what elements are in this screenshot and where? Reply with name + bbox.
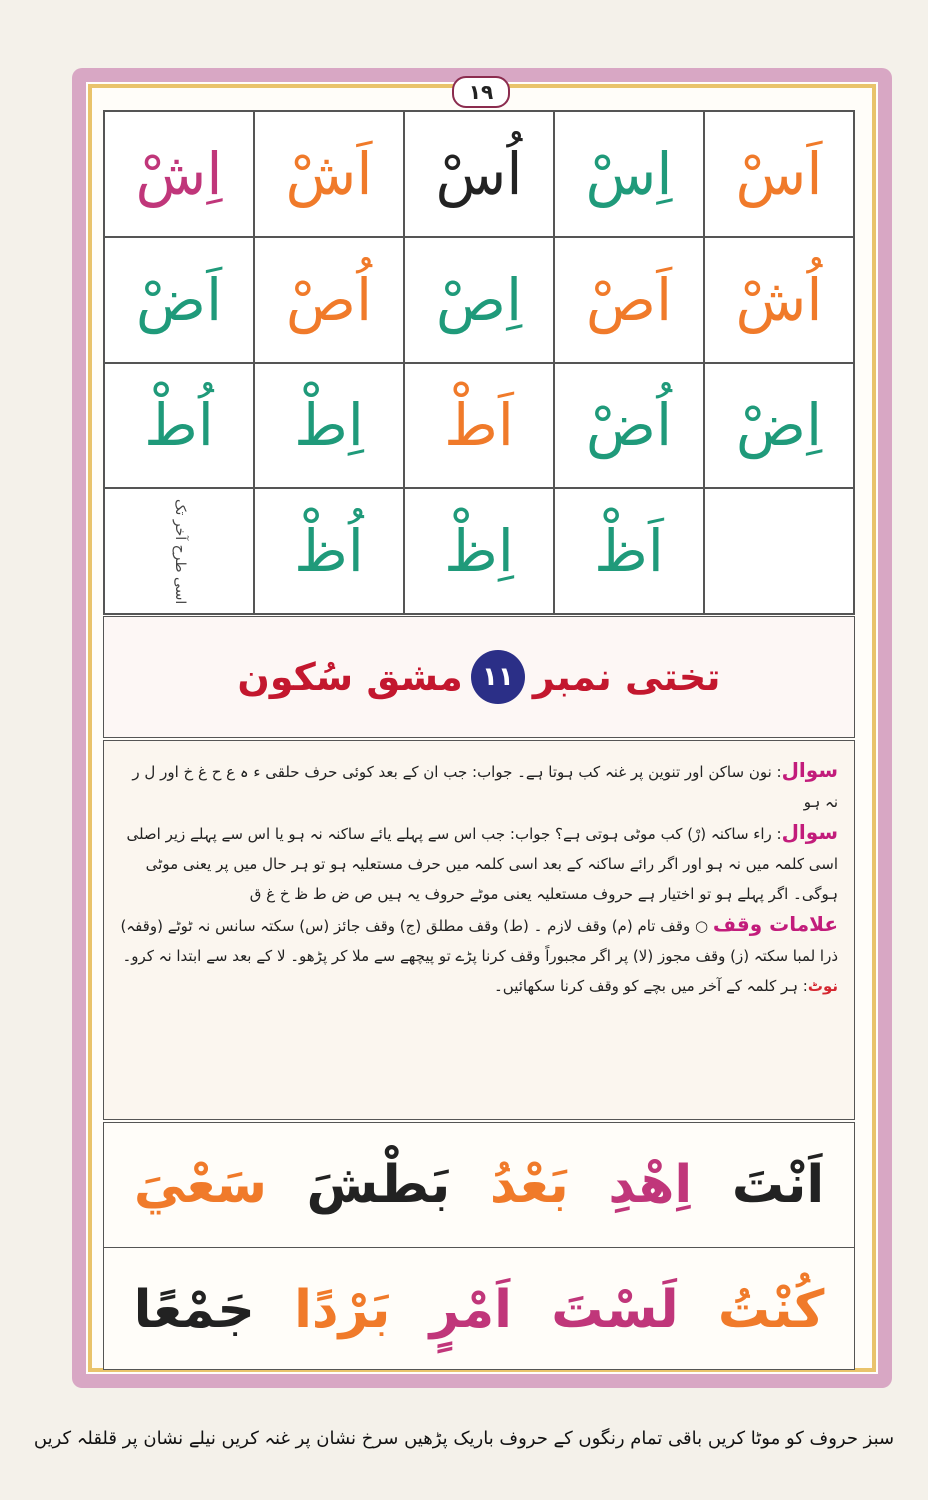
waqf-text: ○ وقف تام (م) وقف لازم ۔ (ط) وقف مطلق (ج) وقف جائز (س) سکتہ سانس نہ ٹوٹے (وقفہ) ذرا لمبا سکتہ (ز) وقف مجوز (لا) پر اگر مجبوراً وقف کرنا پڑے تو پیچھے سے ملا کر پڑھو۔ لا کے بعد سے ابتدا نہ کرو۔ <box>120 917 838 965</box>
practice-words <box>103 1122 855 1370</box>
note-label: نوٹ <box>807 977 838 995</box>
question-text: : نون ساکن اور تنوین پر غنہ کب ہوتا ہے۔ جواب: جب ان کے بعد کوئی حرف حلقی ء ہ ع ح غ خ اور ل ر نہ ہو <box>132 763 838 811</box>
question-text: : راء ساکنہ (رْ) کب موٹی ہوتی ہے؟ جواب: جب اس سے پہلے یائے ساکنہ نہ ہو یا اس سے پہلے زیر اصلی اسی کلمہ میں نہ ہو اور اگر رائے ساکنہ کے بعد اسی کلمہ میں حرف مستعلیہ ہو تو ہر حال میں پر یعنی موٹی ہوگی۔ اگر پہلے ہو تو اختیار ہے حروف مستعلیہ یعنی موٹے حروف یہ ہیں ص ض ط ظ خ غ ق <box>126 825 838 903</box>
letters-grid <box>103 110 855 615</box>
footer-instruction: سبز حروف کو موٹا کریں باقی تمام رنگوں کے حروف باریک پڑھیں سرخ نشان پر غنہ کریں نیلے نشان پر قلقلہ کریں <box>33 1427 895 1449</box>
grid-cell: اَظْ <box>554 488 704 614</box>
practice-word: جَمْعًا <box>133 1280 255 1340</box>
lesson-number-badge: ١١ <box>471 650 525 704</box>
practice-word: بَطْشَ <box>306 1155 451 1215</box>
grid-cell: اَضْ <box>104 237 254 363</box>
grid-cell: اِضْ <box>704 363 854 489</box>
words-row-1 <box>104 1123 854 1248</box>
page-number: ١٩ <box>452 76 510 108</box>
grid-cell: اِسْ <box>554 111 704 237</box>
grid-cell: اُظْ <box>254 488 404 614</box>
rule-paragraph <box>120 817 838 909</box>
grid-cell: اُصْ <box>254 237 404 363</box>
grid-cell: اسی طرح آخر تک <box>104 488 254 614</box>
grid-cell: اَشْ <box>254 111 404 237</box>
title-part1: تختی نمبر <box>532 655 721 699</box>
grid-cell: اُطْ <box>104 363 254 489</box>
practice-word: اِهْدِ <box>608 1155 693 1215</box>
grid-cell: اُسْ <box>404 111 554 237</box>
grid-cell <box>704 488 854 614</box>
question-label: سوال <box>781 758 838 782</box>
words-row-2 <box>104 1248 854 1372</box>
practice-word: اَنْتَ <box>731 1155 825 1215</box>
waqf-label: علامات وقف <box>712 912 838 936</box>
grid-cell: اِشْ <box>104 111 254 237</box>
practice-word: سَعْيَ <box>133 1155 267 1215</box>
grid-cell: اِصْ <box>404 237 554 363</box>
rule-paragraph <box>120 755 838 817</box>
practice-word: لَسْتَ <box>551 1280 679 1340</box>
practice-word: كُنْتُ <box>717 1280 825 1340</box>
rule-paragraph <box>120 909 838 971</box>
rule-paragraph <box>120 971 838 1001</box>
practice-word: بَعْدُ <box>489 1155 569 1215</box>
grid-cell: اُشْ <box>704 237 854 363</box>
lesson-title <box>103 616 855 738</box>
practice-word: اَمْرٍ <box>429 1280 513 1340</box>
question-label: سوال <box>781 820 838 844</box>
practice-word: بَرْدًا <box>294 1280 391 1340</box>
grid-cell: اُضْ <box>554 363 704 489</box>
grid-cell: اَطْ <box>404 363 554 489</box>
grid-cell: اَسْ <box>704 111 854 237</box>
title-part2: مشق سُکون <box>237 655 463 699</box>
grid-cell: اِظْ <box>404 488 554 614</box>
grid-cell: اَصْ <box>554 237 704 363</box>
rules-text <box>103 740 855 1120</box>
note-text: : ہر کلمہ کے آخر میں بچے کو وقف کرنا سکھائیں۔ <box>493 977 808 995</box>
grid-cell: اِطْ <box>254 363 404 489</box>
